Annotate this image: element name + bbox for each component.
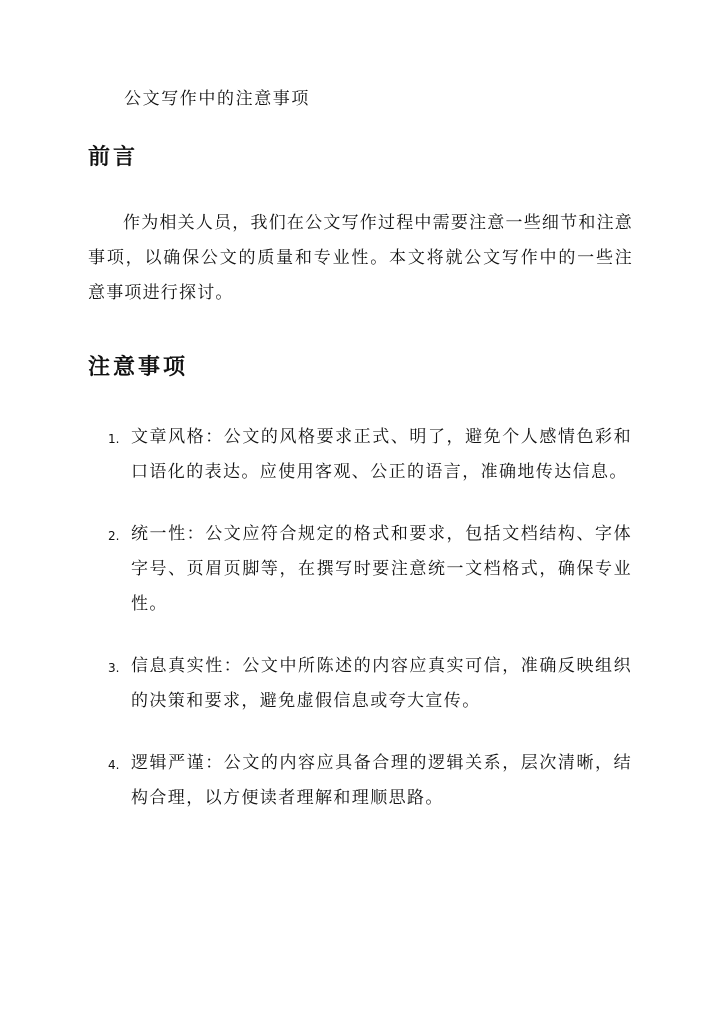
list-item-text: 统一性：公文应符合规定的格式和要求，包括文档结构、字体字号、页眉页脚等，在撰写时要注意统一文档格式，确保专业性。 — [131, 524, 632, 614]
intro-paragraph: 作为相关人员，我们在公文写作过程中需要注意一些细节和注意事项，以确保公文的质量和专业性。本文将就公文写作中的一些注意事项进行探讨。 — [88, 213, 633, 303]
list-item-text: 文章风格：公文的风格要求正式、明了，避免个人感情色彩和口语化的表达。应使用客观、公正的语言，准确地传达信息。 — [131, 427, 632, 482]
list-item — [0, 649, 720, 719]
list-item-number: 2. — [108, 529, 120, 543]
document-title: 公文写作中的注意事项 — [124, 89, 310, 109]
list-item-text: 信息真实性：公文中所陈述的内容应真实可信，准确反映组织的决策和要求，避免虚假信息或夸大宣传。 — [131, 656, 632, 711]
list-item-number: 1. — [108, 432, 120, 446]
list-item-text: 逻辑严谨：公文的内容应具备合理的逻辑关系，层次清晰，结构合理，以方便读者理解和理顺思路。 — [131, 753, 632, 808]
section-heading-notes: 注意事项 — [88, 355, 189, 380]
section-heading-intro: 前言 — [88, 145, 139, 170]
list-item-number: 3. — [108, 661, 120, 675]
notes-list — [0, 420, 720, 843]
list-item — [0, 420, 720, 490]
list-item — [0, 517, 720, 622]
list-item-number: 4. — [108, 758, 120, 772]
list-item — [0, 746, 720, 816]
